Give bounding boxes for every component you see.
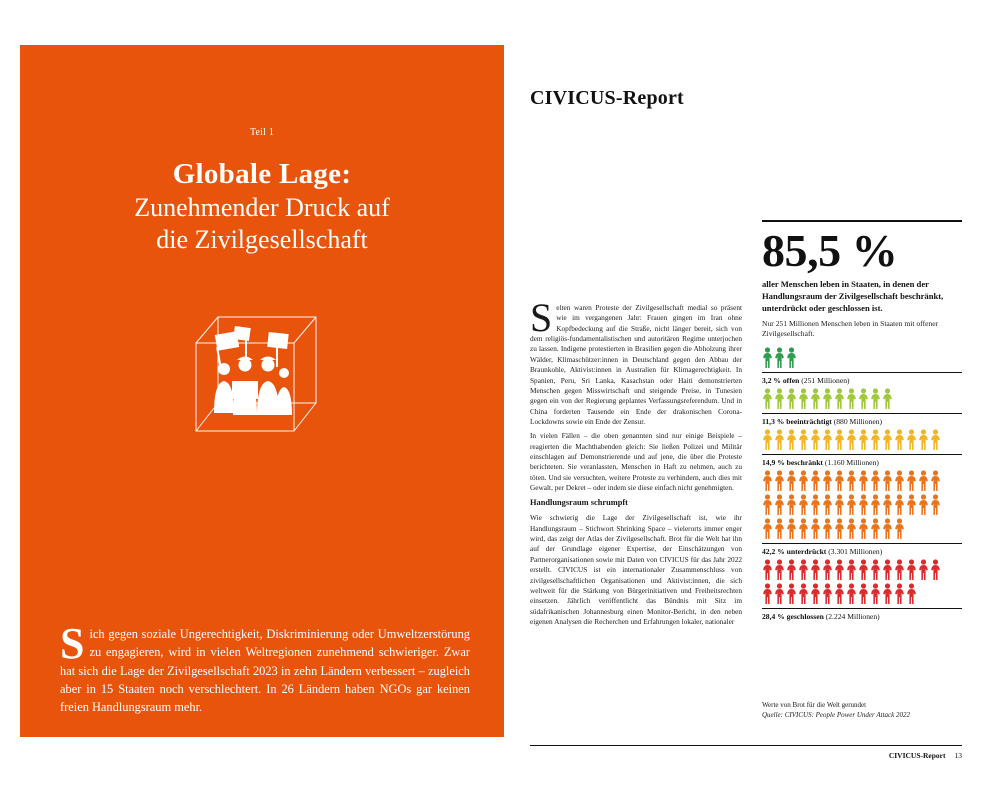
chapter-title-line2: Zunehmender Druck auf [134,193,390,223]
person-figure-icon [870,429,881,451]
person-figure-icon [798,388,809,410]
person-figure-icon [858,429,869,451]
person-figure-icon [834,494,845,516]
chapter-title-line1: Globale Lage: [172,158,352,190]
legend-item-4: 28,4 % geschlossen (2.224 Millionen) [762,612,880,622]
person-figure-icon [810,559,821,581]
right-footer-rule [530,745,962,746]
person-figure-icon [774,518,785,540]
page-title: CIVICUS-Report [530,87,684,109]
person-figure-icon [762,470,773,492]
pictogram-row [762,388,962,411]
person-figure-icon [870,518,881,540]
person-figure-icon [882,470,893,492]
person-figure-icon [918,470,929,492]
person-figure-icon [798,518,809,540]
person-figure-icon [762,347,773,369]
pictogram-row [762,470,962,493]
person-figure-icon [894,518,905,540]
pictogram-row [762,494,962,517]
person-figure-icon [918,494,929,516]
person-figure-icon [846,494,857,516]
pictogram-chart [762,347,962,621]
legend-rule [762,413,962,414]
person-figure-icon [870,470,881,492]
person-figure-icon [798,429,809,451]
article-subhead: Handlungsraum schrumpft [530,498,628,508]
body-paragraph-2: In vielen Fällen – die oben genannten sind nur einige Beispiele – reagierten die Machthabenden gleich: Sie ließen Polizei und Militär einschlagen auf Demonstrierende und auf jene, die über die Proteste berichteten. Sie veranlassten, Menschen in Haft zu nehmen, auch zu töten. Und sie versuchten, weitere Proteste zu verhindern, auch dies mit Gewalt, per Dekret – oder indem sie diese einfach nicht genehmigten. [530,431,742,493]
person-figure-icon [846,518,857,540]
person-figure-icon [882,518,893,540]
person-figure-icon [762,559,773,581]
person-figure-icon [786,347,797,369]
person-figure-icon [894,559,905,581]
person-figure-icon [822,518,833,540]
left-footer-rule [60,745,464,746]
body-paragraph-1 [530,295,742,427]
person-figure-icon [858,494,869,516]
person-figure-icon [846,583,857,605]
pictogram-row [762,347,962,370]
left-lead-paragraph [60,619,470,717]
right-footer [530,751,962,760]
person-figure-icon [834,470,845,492]
person-figure-icon [810,494,821,516]
left-page [20,45,504,760]
person-figure-icon [810,429,821,451]
person-figure-icon [774,559,785,581]
person-figure-icon [918,559,929,581]
person-figure-icon [894,470,905,492]
person-figure-icon [882,559,893,581]
person-figure-icon [846,470,857,492]
protest-illustration-svg [188,303,336,453]
person-figure-icon [822,583,833,605]
legend-rule [762,454,962,455]
pictogram-row [762,518,962,541]
legend-rule [762,608,962,609]
legend-rule [762,372,962,373]
person-figure-icon [906,470,917,492]
person-figure-icon [834,583,845,605]
person-figure-icon [894,583,905,605]
person-figure-icon [786,494,797,516]
person-figure-icon [846,559,857,581]
person-figure-icon [894,429,905,451]
legend-item-0: 3,2 % offen (251 Millionen) [762,376,850,386]
person-figure-icon [774,494,785,516]
person-figure-icon [810,388,821,410]
person-figure-icon [906,494,917,516]
person-figure-icon [798,583,809,605]
person-figure-icon [810,518,821,540]
source-note [762,700,967,720]
pictogram-row [762,583,962,606]
protest-illustration [188,303,336,453]
source-note-line1: Werte von Brot für die Welt gerundet [762,701,867,709]
person-figure-icon [774,388,785,410]
person-figure-icon [822,470,833,492]
chapter-title-line3: die Zivilgesellschaft [156,225,368,255]
headline-statistic-note: Nur 251 Millionen Menschen leben in Staaten mit offener Zivilgesellschaft. [762,318,939,339]
person-figure-icon [882,494,893,516]
legend-rule [762,543,962,544]
person-figure-icon [870,494,881,516]
source-note-line2: Quelle: CIVICUS: People Power Under Attack 2022 [762,711,911,720]
person-figure-icon [858,559,869,581]
person-figure-icon [762,429,773,451]
person-figure-icon [846,388,857,410]
person-figure-icon [858,388,869,410]
person-figure-icon [906,583,917,605]
person-figure-icon [846,429,857,451]
person-figure-icon [834,559,845,581]
person-figure-icon [906,429,917,451]
person-figure-icon [894,494,905,516]
person-figure-icon [786,559,797,581]
person-figure-icon [882,429,893,451]
person-figure-icon [930,429,941,451]
person-figure-icon [786,583,797,605]
legend-item-2: 14,9 % beschränkt (1.160 Millionen) [762,458,879,468]
pictogram-rows [762,347,962,621]
lead-text: ich gegen soziale Ungerechtigkeit, Diskriminierung oder Umweltzerstörung zu engagieren, wird in vielen Weltregionen zunehmend schwieriger. Zwar hat sich die Lage der Zivilgesellschaft 2023 in zehn Ländern verbessert – zugleich aber in 15 Staaten noch verschlechtert. In 26 Ländern haben NGOs gar keinen freien Handlungsraum mehr. [60,627,470,715]
person-figure-icon [798,559,809,581]
person-figure-icon [798,470,809,492]
person-figure-icon [786,388,797,410]
person-figure-icon [774,347,785,369]
article-body [530,295,742,723]
person-figure-icon [786,518,797,540]
chapter-title [60,157,464,256]
legend-item-3: 42,2 % unterdrückt (3.301 Millionen) [762,547,883,557]
person-figure-icon [906,559,917,581]
person-figure-icon [762,494,773,516]
part-label: Teil 1 [249,127,275,138]
left-folio-number: 12 [60,751,69,760]
stat-top-rule [762,220,962,222]
person-figure-icon [822,429,833,451]
person-figure-icon [858,583,869,605]
statistics-column [762,220,962,624]
person-figure-icon [822,494,833,516]
person-figure-icon [930,559,941,581]
headline-statistic-subtitle: aller Menschen leben in Staaten, in denen der Handlungsraum der Zivilgesellschaft beschränkt, unterdrückt oder geschlossen ist. [762,278,944,314]
person-figure-icon [822,559,833,581]
person-figure-icon [918,429,929,451]
person-figure-icon [786,470,797,492]
person-figure-icon [762,388,773,410]
person-figure-icon [762,583,773,605]
person-figure-icon [774,470,785,492]
person-figure-icon [774,429,785,451]
person-figure-icon [762,518,773,540]
left-folio-source: Atlas der Zivilgesellschaft 2023 [78,751,179,760]
person-figure-icon [870,388,881,410]
body-paragraph-3: Wie schwierig die Lage der Zivilgesellschaft ist, wie ihr Handlungsraum – Stichwort Shrinking Space – vielerorts immer enger wird, das zeigt der Atlas der Zivilgesellschaft. Brot für die Welt hat ihn auf der Grundlage eigener Expertise, der Einschätzungen von Partnerorganisationen sowie mit Daten von CIVICUS für das Jahr 2022 erstellt. CIVICUS ist ein internationaler Zusammenschluss von zivilgesellschaftlichen Organisationen und Aktivist:innen, die sich weltweit für die Stärkung von Bürgerinitiativen und Freiheitsrechten einsetzen. Jährlich veröffentlicht das Bündnis mit Sitz im südafrikanischen Johannesburg einen Monitor-Bericht, in den neben eigenen Analysen die Recherchen und Erfahrungen lokaler, nationaler [530,513,742,626]
left-footer [60,751,464,760]
pictogram-row [762,429,962,452]
body-dropcap: S [530,295,553,340]
person-figure-icon [798,494,809,516]
right-folio-label: CIVICUS-Report [888,751,946,760]
pictogram-row [762,559,962,582]
person-figure-icon [930,470,941,492]
person-figure-icon [834,518,845,540]
person-figure-icon [810,470,821,492]
person-figure-icon [882,583,893,605]
person-figure-icon [834,429,845,451]
legend-item-1: 11,3 % beeinträchtigt (880 Millionen) [762,417,883,427]
person-figure-icon [870,559,881,581]
person-figure-icon [882,388,893,410]
person-figure-icon [930,494,941,516]
body-paragraph-1-text: elten waren Proteste der Zivilgesellschaft medial so präsent wie im vergangenen Jahr: Frauen gingen im Iran ohne Kopfbedeckung auf die Straße, nicht länger bereit, sich von dem religiös-fundamentalistischen und autoritären Regime unterjochen zu lassen. Indigene protestierten in Brasilien gegen die Abholzung ihrer Wälder, Klimaschützer:innen in Deutschland gegen den Abbau der Braunkohle, Aktivist:innen in Australien für Klimagerechtigkeit. In Spanien, Peru, Sri Lanka, Kasachstan oder Haiti demonstrierten Menschen gegen Misswirtschaft und steigende Preise, in Tunesien gegen ein von der Regierung geplantes Verfassungsreferendum. Und in China forderten Tausende ein Ende der drakonischen Corona-Lockdowns sowie ein Ende der Zensur. [530,303,742,426]
person-figure-icon [834,388,845,410]
person-figure-icon [870,583,881,605]
person-figure-icon [858,518,869,540]
right-page [512,45,980,760]
person-figure-icon [810,583,821,605]
person-figure-icon [822,388,833,410]
person-figure-icon [786,429,797,451]
right-folio-number: 13 [954,751,962,760]
person-figure-icon [858,470,869,492]
headline-statistic: 85,5 % [762,225,898,276]
lead-dropcap: S [60,619,85,668]
person-figure-icon [774,583,785,605]
